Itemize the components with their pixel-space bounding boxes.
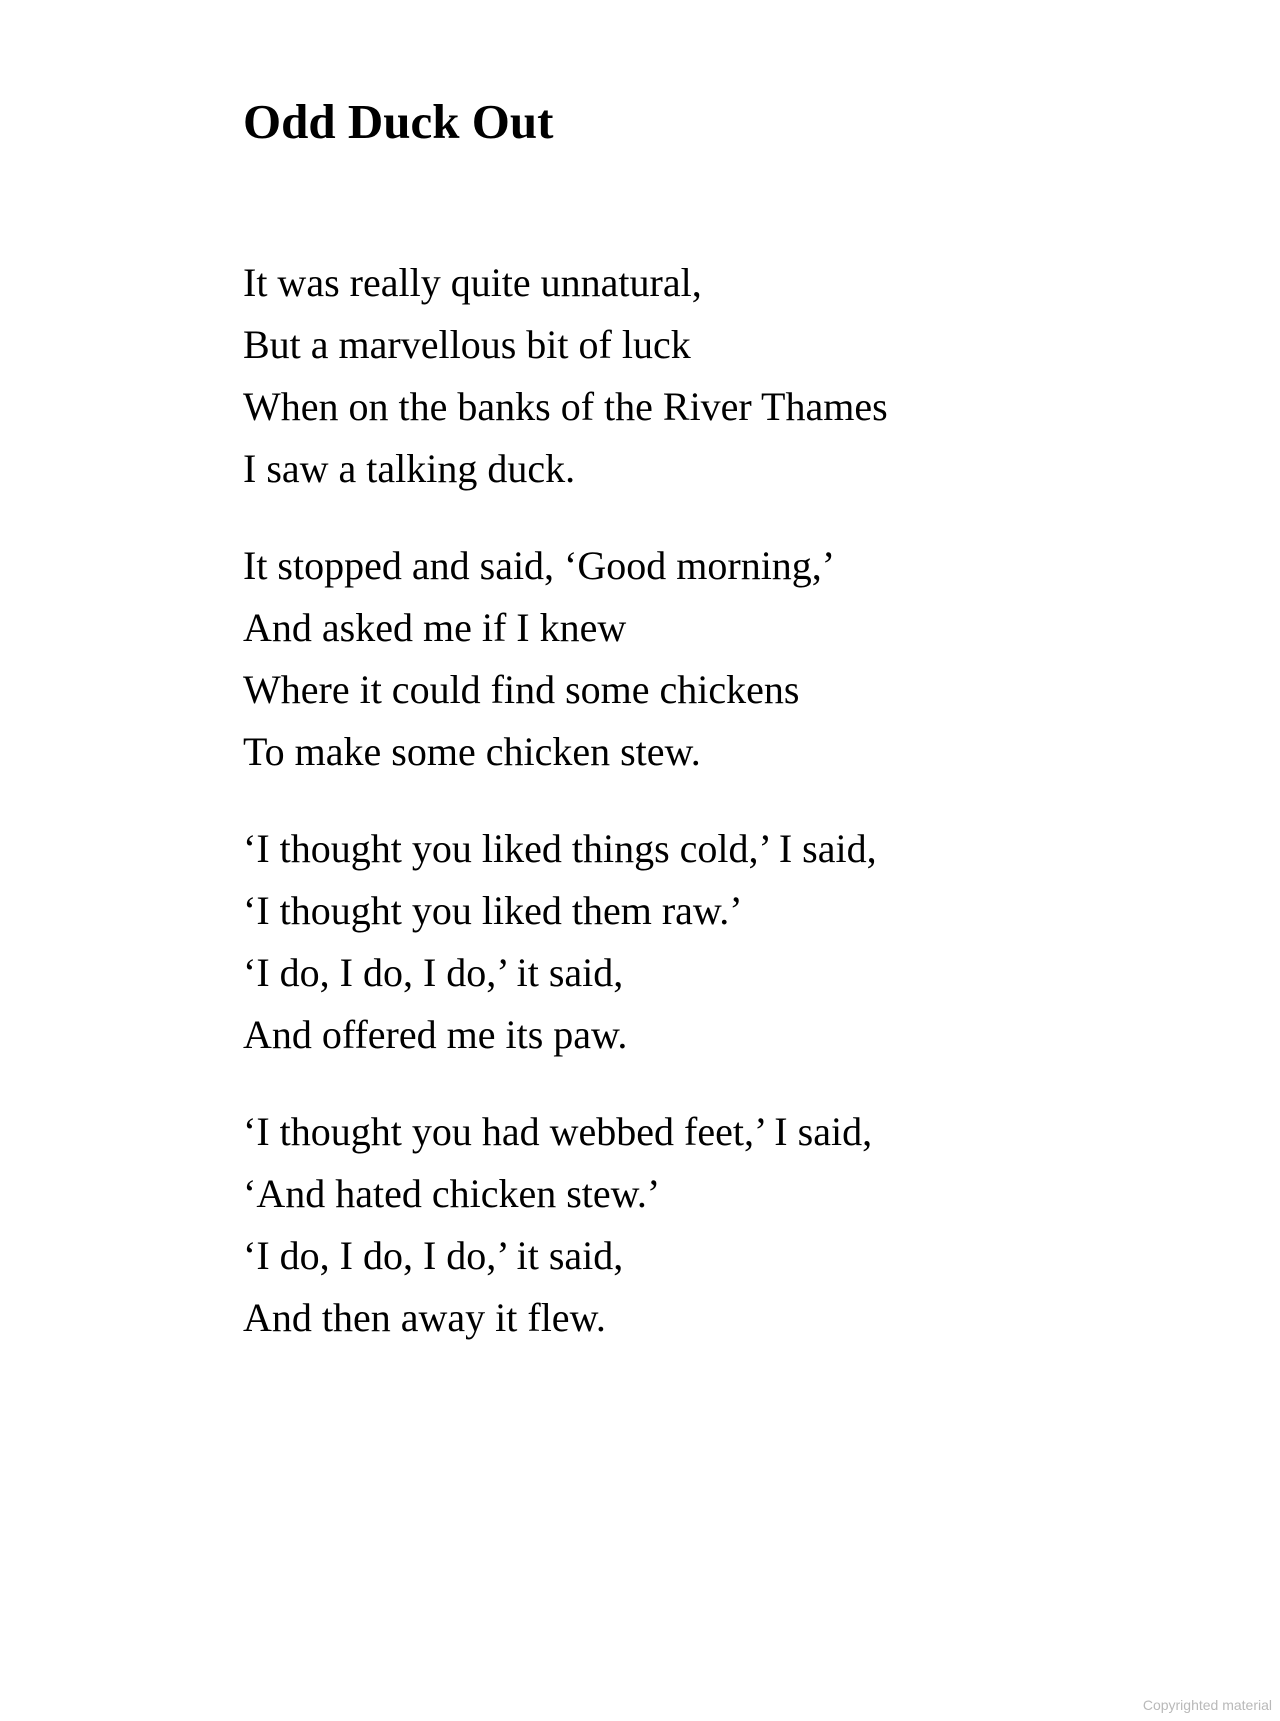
poem-body <box>243 252 888 1384</box>
poem-line: And offered me its paw. <box>243 1012 628 1057</box>
poem-line: It stopped and said, ‘Good morning,’ <box>243 543 836 588</box>
stanza-3 <box>243 818 888 1066</box>
copyright-notice: Copyrighted material <box>1142 1697 1272 1713</box>
poem-line: ‘I thought you liked them raw.’ <box>243 888 743 933</box>
poem-line: ‘I thought you liked things cold,’ I said, <box>243 826 877 871</box>
poem-line: ‘And hated chicken stew.’ <box>243 1171 661 1216</box>
poem-line: ‘I do, I do, I do,’ it said, <box>243 950 624 995</box>
stanza-4 <box>243 1101 888 1349</box>
poem-line: ‘I do, I do, I do,’ it said, <box>243 1233 624 1278</box>
poem-line: Where it could find some chickens <box>243 667 800 712</box>
poem-line: It was really quite unnatural, <box>243 260 702 305</box>
poem-line: ‘I thought you had webbed feet,’ I said, <box>243 1109 873 1154</box>
poem-line: But a marvellous bit of luck <box>243 322 691 367</box>
poem-line: I saw a talking duck. <box>243 446 576 491</box>
poem-line: To make some chicken stew. <box>243 729 701 774</box>
poem-line: And asked me if I knew <box>243 605 627 650</box>
poem-title: Odd Duck Out <box>243 94 554 149</box>
stanza-1 <box>243 252 888 500</box>
poem-line: When on the banks of the River Thames <box>243 384 888 429</box>
poem-line: And then away it flew. <box>243 1295 606 1340</box>
stanza-2 <box>243 535 888 783</box>
